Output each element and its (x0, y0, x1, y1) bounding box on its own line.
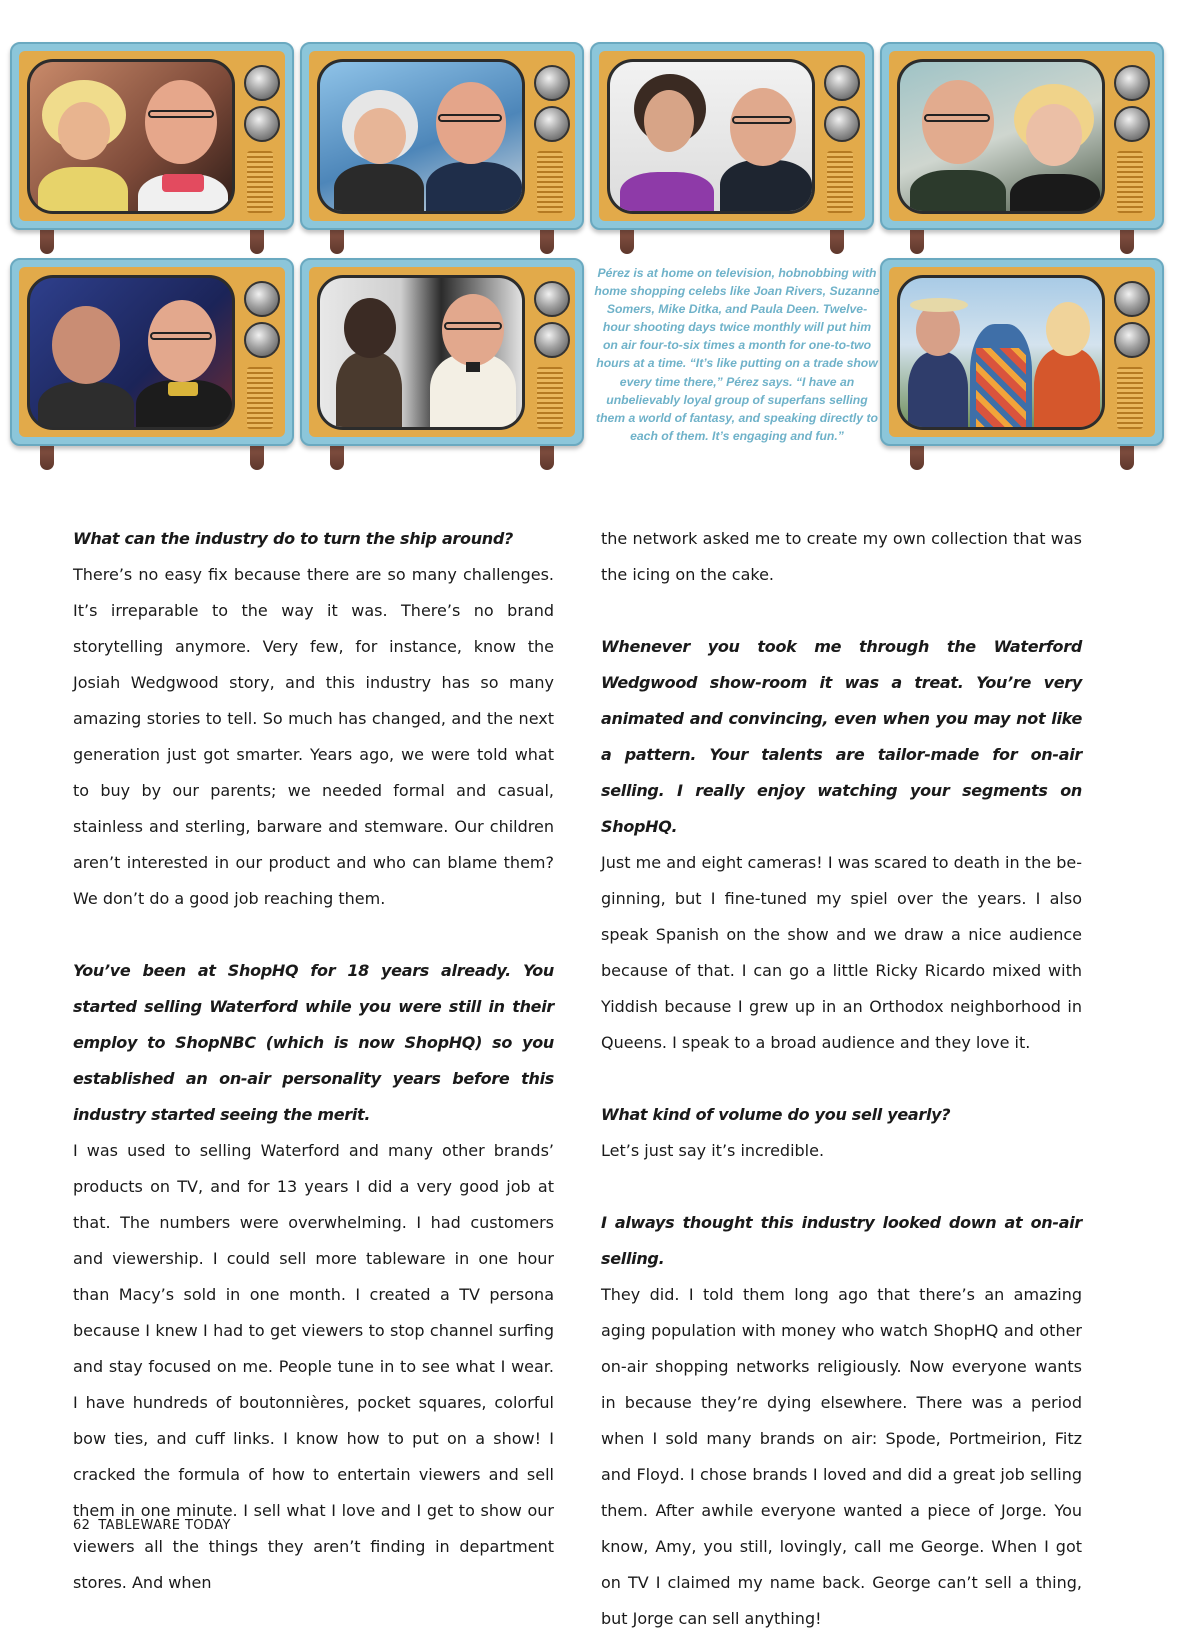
article-left-column (73, 521, 554, 1601)
photo-perez-with-celebrity-5 (27, 275, 235, 430)
tv-photo-grid (0, 0, 1200, 490)
interview-answer: There’s no easy fix because there are so many challenges. It’s irreparable to the way it was. There’s no brand storytelling anymore. Very few, for instance, know the Josiah Wedgwood story, and this industry has so many amazing stories to tell. So much has changed, and the next generation just got smarter. Years ago, we were told what to buy by our parents; we needed formal and casual, stainless and sterling, barware and stemware. Our children aren’t interested in our product and who can blame them? We don’t do a good job reaching them. (73, 565, 554, 908)
tv-photo-5 (10, 258, 294, 470)
photo-perez-with-celebrity-3 (607, 59, 815, 214)
page-footer (73, 1518, 239, 1533)
interview-question: You’ve been at ShopHQ for 18 years already. You started selling Waterford while you were still in their employ to ShopNBC (which is now ShopHQ) so you established an on-air personality years before this industry started seeing the merit. (73, 961, 554, 1124)
photo-perez-with-celebrity-4 (897, 59, 1105, 214)
photo-perez-with-celebrity-6 (317, 275, 525, 430)
photo-perez-with-celebrity-7 (897, 275, 1105, 430)
article-right-column (601, 521, 1082, 1637)
photo-perez-with-celebrity-1 (27, 59, 235, 214)
tv-photo-3 (590, 42, 874, 254)
tv-photo-1 (10, 42, 294, 254)
interview-answer: Let’s just say it’s incredible. (601, 1141, 825, 1160)
interview-answer: Just me and eight cameras! I was scared to death in the be-ginning, but I fine-tuned my spiel over the years. I also speak Spanish on the show and we draw a nice audience because of that. I can go a little Ricky Ricardo mixed with Yiddish because I grew up in an Orthodox neighborhood in Queens. I speak to a broad audience and they love it. (601, 853, 1082, 1052)
tv-photo-6 (300, 258, 584, 470)
interview-answer: I was used to selling Waterford and many other brands’ products on TV, and for 13 years I did a very good job at that. The numbers were overwhelming. I had customers and viewership. I could sell more tableware in one hour than Macy’s sold in one month. I created a TV persona because I knew I had to get viewers to stop channel surfing and stay focused on me. People tune in to see what I wear. I have hundreds of boutonnières, pocket squares, colorful bow ties, and cuff links. I know how to put on a show! I cracked the formula of how to entertain viewers and sell them in one minute. I sell what I love and I get to show our viewers all the things they aren’t finding in department stores. And when (73, 1141, 554, 1592)
page-number: 62 (73, 1518, 91, 1533)
tv-photo-4 (880, 42, 1164, 254)
interview-question: I always thought this industry looked down at on-air selling. (601, 1213, 1082, 1268)
tv-photo-2 (300, 42, 584, 254)
interview-question: What kind of volume do you sell yearly? (601, 1105, 951, 1124)
interview-question: Whenever you took me through the Waterford Wedgwood show-room it was a treat. You’re very animated and convincing, even when you may not like a pattern. Your talents are tailor-made for on-air selling. I really enjoy watching your segments on ShopHQ. (601, 637, 1082, 836)
interview-answer-continued: the network asked me to create my own collection that was the icing on the cake. (601, 529, 1082, 584)
photo-caption: Pérez is at home on television, hobnobbing with home shopping celebs like Joan Rivers, Suzanne Somers, Mike Ditka, and Paula Deen. Twelve-hour shooting days twice monthly will put him on air four-to-six times a month for one-to-two hours at a time. “It’s like putting on a trade show every time there,” Pérez says. “I have an unbelievably loyal group of superfans selling them a world of fantasy, and speaking directly to each of them. It’s engaging and fun.” (594, 266, 880, 443)
interview-answer: They did. I told them long ago that there’s an amazing aging population with money who watch ShopHQ and other on-air shopping networks religiously. Now everyone wants in because they’re dying elsewhere. There was a period when I sold many brands on air: Spode, Portmeirion, Fitz and Floyd. I chose brands I loved and did a great job selling them. After awhile everyone wanted a piece of Jorge. You know, Amy, you still, lovingly, call me George. When I got on TV I claimed my name back. George can’t sell a thing, but Jorge can sell anything! (601, 1285, 1082, 1628)
photo-perez-with-celebrity-2 (317, 59, 525, 214)
publication-name: TABLEWARE TODAY (98, 1518, 231, 1533)
interview-question: What can the industry do to turn the ship around? (73, 529, 514, 548)
tv-photo-7 (880, 258, 1164, 470)
